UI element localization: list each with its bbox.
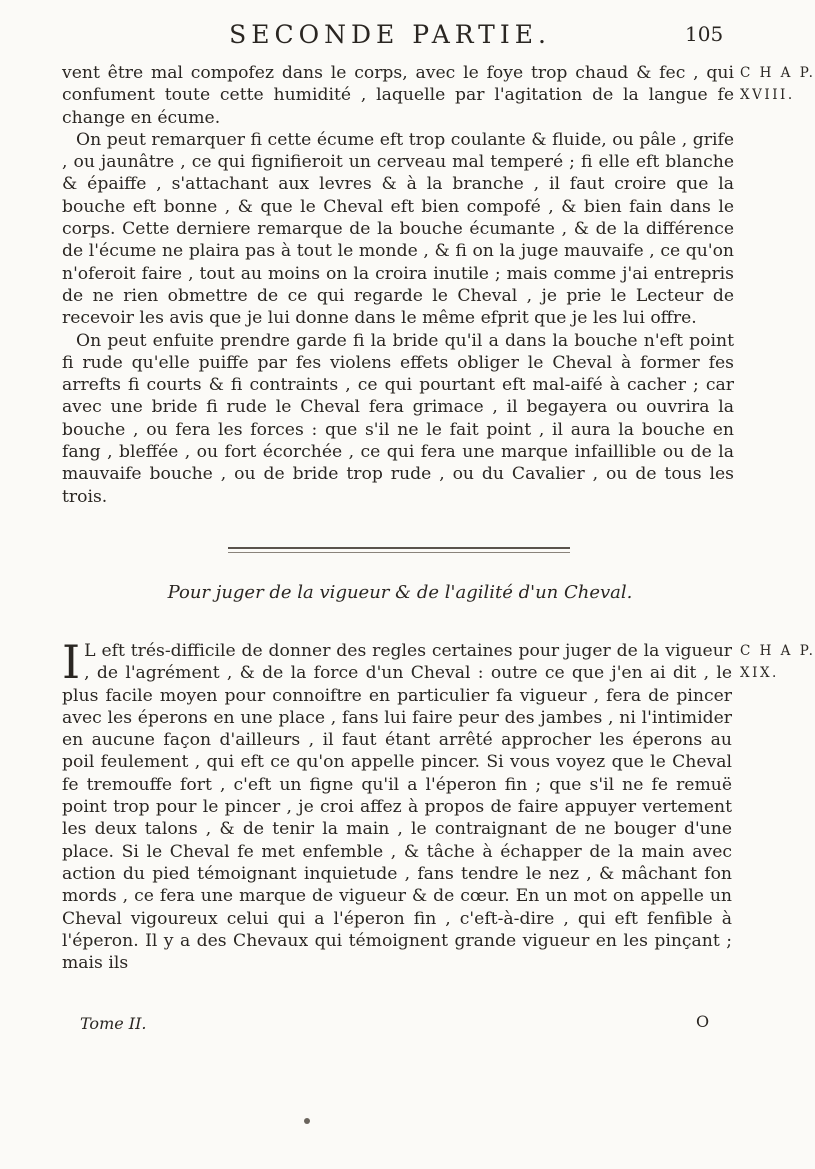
margin-note-chapter-label: C H A P.: [740, 643, 815, 659]
volume-label: Tome II.: [80, 1014, 147, 1033]
section-divider-thin: [228, 552, 570, 553]
ink-speck: [304, 1118, 310, 1124]
margin-note-chapter-19: [740, 640, 815, 684]
running-head: SECONDE PARTIE.: [229, 20, 551, 49]
paragraph: On peut enfuite prendre garde fi la bride qu'il a dans la bouche n'eft point fi rude qu'elle puiffe par fes violens effets obliger le Cheval à former fes arrefts fi courts & fi contraints , ce qui pourtant eft mal-aifé à cacher ; car avec une bride fi rude le Cheval fera grimace , il begayera ou ouvrira la bouche , ou fera les forces : que s'il ne le fait point , il aura la bouche en fang , bleffée , ou fort écorchée , ce qui fera une marque infaillible ou de la mauvaife bouche , ou de bride trop rude , ou du Cavalier , ou de tous les trois.: [62, 330, 734, 507]
paragraph: L eft trés-difficile de donner des regles certaines pour juger de la vigueur , de l'agrément , & de la force d'un Cheval : outre ce que j'en ai dit , le plus facile moyen pour connoiftre en particulier fa vigueur , fera de pincer avec les éperons en une place , fans lui faire peur des jambes , ni l'intimider en aucune façon d'ailleurs , il faut étant arrêté approcher les éperons au poil feulement , qui eft ce qu'on appelle pincer. Si vous voyez que le Cheval fe tremouffe fort , c'eft un figne qu'il a l'éperon fin ; que s'il ne fe remuë point trop pour le pincer , je croi affez à propos de faire appuyer vertement les deux talons , & de tenir la main , le contraignant de ne bouger d'une place. Si le Cheval fe met enfemble , & tâche à échapper de la main avec action du pied témoignant inquietude , fans tendre le nez , & mâchant fon mords , ce fera une marque de vigueur & de cœur. En un mot on appelle un Cheval vigoureux celui qui a l'éperon fin , c'eft-à-dire , qui eft fenfible à l'éperon. Il y a des Chevaux qui témoignent grande vigueur en les pinçant ; mais ils: [62, 641, 732, 974]
page-number: 105: [685, 22, 724, 46]
drop-cap: I: [62, 635, 81, 689]
margin-note-chapter-number: XVIII.: [740, 87, 795, 103]
section-divider: [228, 547, 570, 549]
paragraph: vent être mal compofez dans le corps, avec le foye trop chaud & fec , qui confument toute cette humidité , laquelle par l'agitation de la langue fe change en écume.: [62, 63, 734, 128]
margin-note-chapter-label: C H A P.: [740, 65, 815, 81]
signature-mark: O: [696, 1012, 710, 1031]
chapter-18-text: [62, 62, 734, 508]
paragraph: On peut remarquer fi cette écume eft trop coulante & fluide, ou pâle , grife , ou jaunâtre , ce qui fignifieroit un cerveau mal temperé ; fi elle eft blanche & épaiffe , s'attachant aux levres & à la branche , il faut croire que la bouche eft bonne , & que le Cheval eft bien compofé , & bien fain dans le corps. Cette derniere remarque de la bouche écumante , & de la différence de l'écume ne plaira pas à tout le monde , & fi on la juge mauvaife , ce qu'on n'oferoit faire , tout au moins on la croira inutile ; mais comme j'ai entrepris de ne rien obmettre de ce qui regarde le Cheval , je prie le Lecteur de recevoir les avis que je lui donne dans le même efprit que je les lui offre.: [62, 129, 734, 329]
margin-note-chapter-18: [740, 62, 815, 106]
margin-note-chapter-number: XIX.: [740, 665, 779, 681]
section-title: Pour juger de la vigueur & de l'agilité d'un Cheval.: [167, 582, 633, 603]
chapter-19-text: [62, 635, 732, 974]
